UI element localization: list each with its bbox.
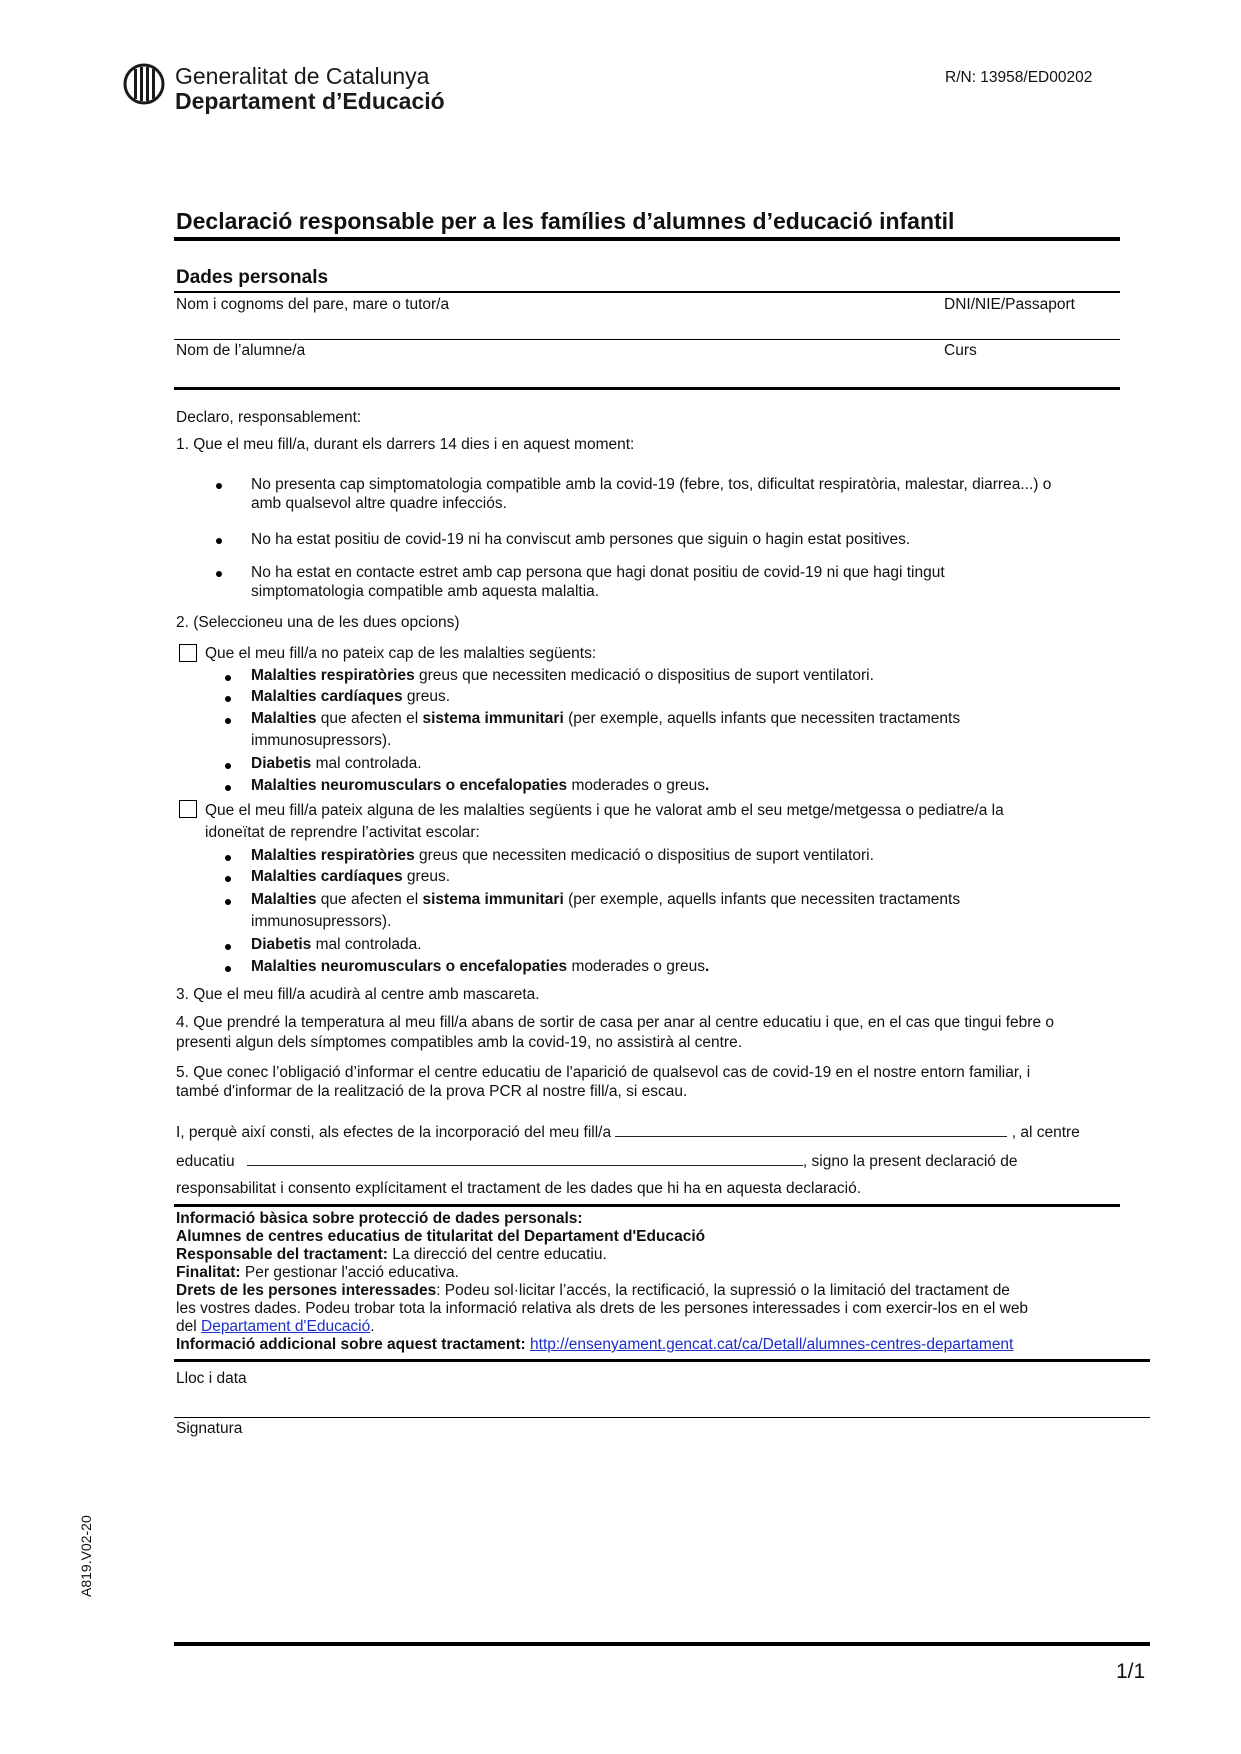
personal-data-heading: Dades personals (176, 267, 329, 288)
bullet-icon (216, 538, 222, 544)
disease-text: moderades o greus (567, 777, 705, 794)
disease-bold: Diabetis (251, 936, 312, 953)
declaration-point-2: 2. (Seleccioneu una de les dues opcions) (176, 614, 460, 631)
disease-item (251, 936, 422, 954)
data-value: La direcció del centre educatiu. (387, 1246, 607, 1263)
bullet-icon (225, 696, 231, 702)
bullet-icon (216, 483, 222, 489)
place-date-label: Lloc i data (176, 1370, 247, 1387)
student-name-label: Nom de l’alumne/a (176, 342, 306, 359)
disease-bold: Malalties (251, 710, 317, 727)
signature-label: Signatura (176, 1420, 243, 1437)
disease-bold: Malalties cardíaques (251, 868, 403, 885)
data-value: del (176, 1318, 201, 1335)
option-2-label-cont: idoneïtat de reprendre l’activitat escolar: (205, 824, 480, 841)
symptom-item: No presenta cap simptomatologia compatible amb la covid-19 (febre, tos, dificultat respiratòria, malestar, diarrea...) o (251, 476, 1052, 493)
bullet-icon (225, 763, 231, 769)
disease-bold: Malalties (251, 891, 317, 908)
disease-bold: Malalties respiratòries (251, 667, 415, 684)
bullet-icon (225, 718, 231, 724)
disease-text: mal controlada. (311, 755, 422, 772)
bullet-icon (216, 571, 222, 577)
declaration-point-1: 1. Que el meu fill/a, durant els darrers 14 dies i en aquest moment: (176, 436, 635, 453)
bullet-icon (225, 675, 231, 681)
department-link[interactable]: Departament d'Educació (201, 1318, 371, 1335)
disease-text: greus. (402, 868, 451, 885)
disease-item (251, 958, 709, 976)
disease-item-cont: immunosupressors). (251, 732, 392, 749)
disease-item (251, 755, 422, 773)
data-responsible (176, 1246, 607, 1264)
place-date-rule (174, 1417, 1150, 1418)
declaration-intro: Declaro, responsablement: (176, 409, 362, 426)
data-label: Responsable del tractament: (176, 1246, 388, 1263)
child-name-blank[interactable] (615, 1122, 1007, 1137)
data-value: Per gestionar l'acció educativa. (240, 1264, 459, 1281)
data-purpose (176, 1264, 459, 1282)
symptom-item-cont: amb qualsevol altre quadre infecciós. (251, 495, 507, 512)
id-document-label: DNI/NIE/Passaport (944, 296, 1075, 313)
disease-dot: . (705, 777, 710, 794)
disease-text: que afecten el (316, 891, 423, 908)
declaration-point-3: 3. Que el meu fill/a acudirà al centre amb mascareta. (176, 986, 540, 1003)
data-rights-cont (176, 1318, 375, 1336)
disease-item (251, 847, 874, 865)
declaration-point-5: 5. Que conec l’obligació d’informar el centre educatiu de l'aparició de qualsevol cas de covid-19 en el nostre entorn familiar, i (176, 1064, 1031, 1081)
closing-line-2 (176, 1151, 1017, 1171)
option-2-checkbox[interactable] (179, 800, 197, 818)
disease-text: greus. (402, 688, 451, 705)
data-rights-cont: les vostres dades. Podeu trobar tota la informació relativa als drets de les persones interessades i com exercir-los en el web (176, 1300, 1029, 1317)
option-2-label: Que el meu fill/a pateix alguna de les malalties següents i que he valorat amb el seu metge/metgessa o pediatre/a la (205, 802, 1004, 819)
closing-text: , al centre (1011, 1124, 1080, 1141)
data-rights (176, 1282, 1010, 1300)
bullet-icon (225, 944, 231, 950)
parent-name-label: Nom i cognoms del pare, mare o tutor/a (176, 296, 450, 313)
declaration-point-5-cont: també d'informar de la realització de la prova PCR al nostre fill/a, si escau. (176, 1083, 688, 1100)
data-value: . (370, 1318, 375, 1335)
declaration-point-4-cont: presenti algun dels símptomes compatibles amb la covid-19, no assistirà al centre. (176, 1034, 743, 1051)
data-protection-subheading: Alumnes de centres educatius de titularitat del Departament d'Educació (176, 1228, 706, 1245)
closing-text: I, perquè així consti, als efectes de la incorporació del meu fill/a (176, 1124, 612, 1141)
closing-line-3: responsabilitat i consento explícitament el tractament de les dades que hi ha en aquesta declaració. (176, 1180, 862, 1197)
disease-bold: sistema immunitari (422, 710, 564, 727)
bullet-icon (225, 855, 231, 861)
course-label: Curs (944, 342, 977, 359)
school-name-blank[interactable] (247, 1151, 803, 1166)
data-protection-top-rule (174, 1204, 1120, 1207)
disease-bold: Malalties respiratòries (251, 847, 415, 864)
disease-bold: Malalties neuromusculars o encefalopaties (251, 777, 568, 794)
symptom-item: No ha estat positiu de covid-19 ni ha conviscut amb persones que siguin o hagin estat positives. (251, 531, 911, 548)
disease-text: mal controlada. (311, 936, 422, 953)
page-title: Declaració responsable per a les famílies d’alumnes d’educació infantil (176, 208, 955, 234)
data-value: : Podeu sol·licitar l’accés, la rectificació, la supressió o la limitació del tractament de (436, 1282, 1010, 1299)
form-code: A819.V02-20 (78, 1515, 94, 1597)
data-protection-bottom-rule (174, 1359, 1150, 1362)
closing-line-1 (176, 1122, 1080, 1142)
footer-rule (174, 1642, 1150, 1646)
org-name: Generalitat de Catalunya (175, 63, 430, 89)
bullet-icon (225, 899, 231, 905)
declaration-point-4: 4. Que prendré la temperatura al meu fill/a abans de sortir de casa per anar al centre educatiu i que, en el cas que tingui febre o (176, 1014, 1054, 1031)
disease-dot: . (705, 958, 710, 975)
bullet-icon (225, 785, 231, 791)
data-label: Finalitat: (176, 1264, 241, 1281)
personal-bottom-rule (174, 387, 1120, 390)
disease-item-cont: immunosupressors). (251, 913, 392, 930)
additional-info-link[interactable]: http://ensenyament.gencat.cat/ca/Detall/alumnes-centres-departament (530, 1336, 1014, 1353)
disease-text: (per exemple, aquells infants que necessiten tractaments (563, 710, 961, 727)
disease-text: greus que necessiten medicació o dispositius de suport ventilatori. (414, 847, 874, 864)
disease-bold: Diabetis (251, 755, 312, 772)
disease-item (251, 710, 960, 728)
disease-text: moderades o greus (567, 958, 705, 975)
disease-bold: Malalties cardíaques (251, 688, 403, 705)
disease-item (251, 777, 709, 795)
disease-item (251, 667, 874, 685)
disease-item (251, 688, 450, 706)
symptom-item: No ha estat en contacte estret amb cap persona que hagi donat positiu de covid-19 ni que hagi tingut (251, 564, 945, 581)
generalitat-logo-icon (123, 57, 165, 116)
reference-number: R/N: 13958/ED00202 (945, 69, 1093, 86)
disease-bold: Malalties neuromusculars o encefalopaties (251, 958, 568, 975)
disease-item (251, 891, 960, 909)
disease-bold: sistema immunitari (422, 891, 564, 908)
disease-item (251, 868, 450, 886)
bullet-icon (225, 876, 231, 882)
data-label: Drets de les persones interessades (176, 1282, 437, 1299)
data-protection-heading: Informació bàsica sobre protecció de dades personals: (176, 1210, 583, 1227)
closing-text: , signo la present declaració de (802, 1153, 1018, 1170)
department-name: Departament d’Educació (175, 88, 445, 114)
option-1-label: Que el meu fill/a no pateix cap de les malalties següents: (205, 645, 597, 662)
closing-text: educatiu (176, 1153, 235, 1170)
disease-text: greus que necessiten medicació o dispositius de suport ventilatori. (414, 667, 874, 684)
data-label: Informació addicional sobre aquest tractament: (176, 1336, 526, 1353)
data-additional (176, 1336, 1013, 1354)
option-1-checkbox[interactable] (179, 644, 197, 662)
bullet-icon (225, 966, 231, 972)
parent-field-rule (174, 339, 1120, 340)
page-number: 1/1 (1116, 1660, 1146, 1683)
disease-text: (per exemple, aquells infants que necessiten tractaments (563, 891, 961, 908)
disease-text: que afecten el (316, 710, 423, 727)
symptom-item-cont: simptomatologia compatible amb aquesta malaltia. (251, 583, 600, 600)
title-rule (174, 237, 1120, 241)
personal-top-rule (174, 291, 1120, 293)
